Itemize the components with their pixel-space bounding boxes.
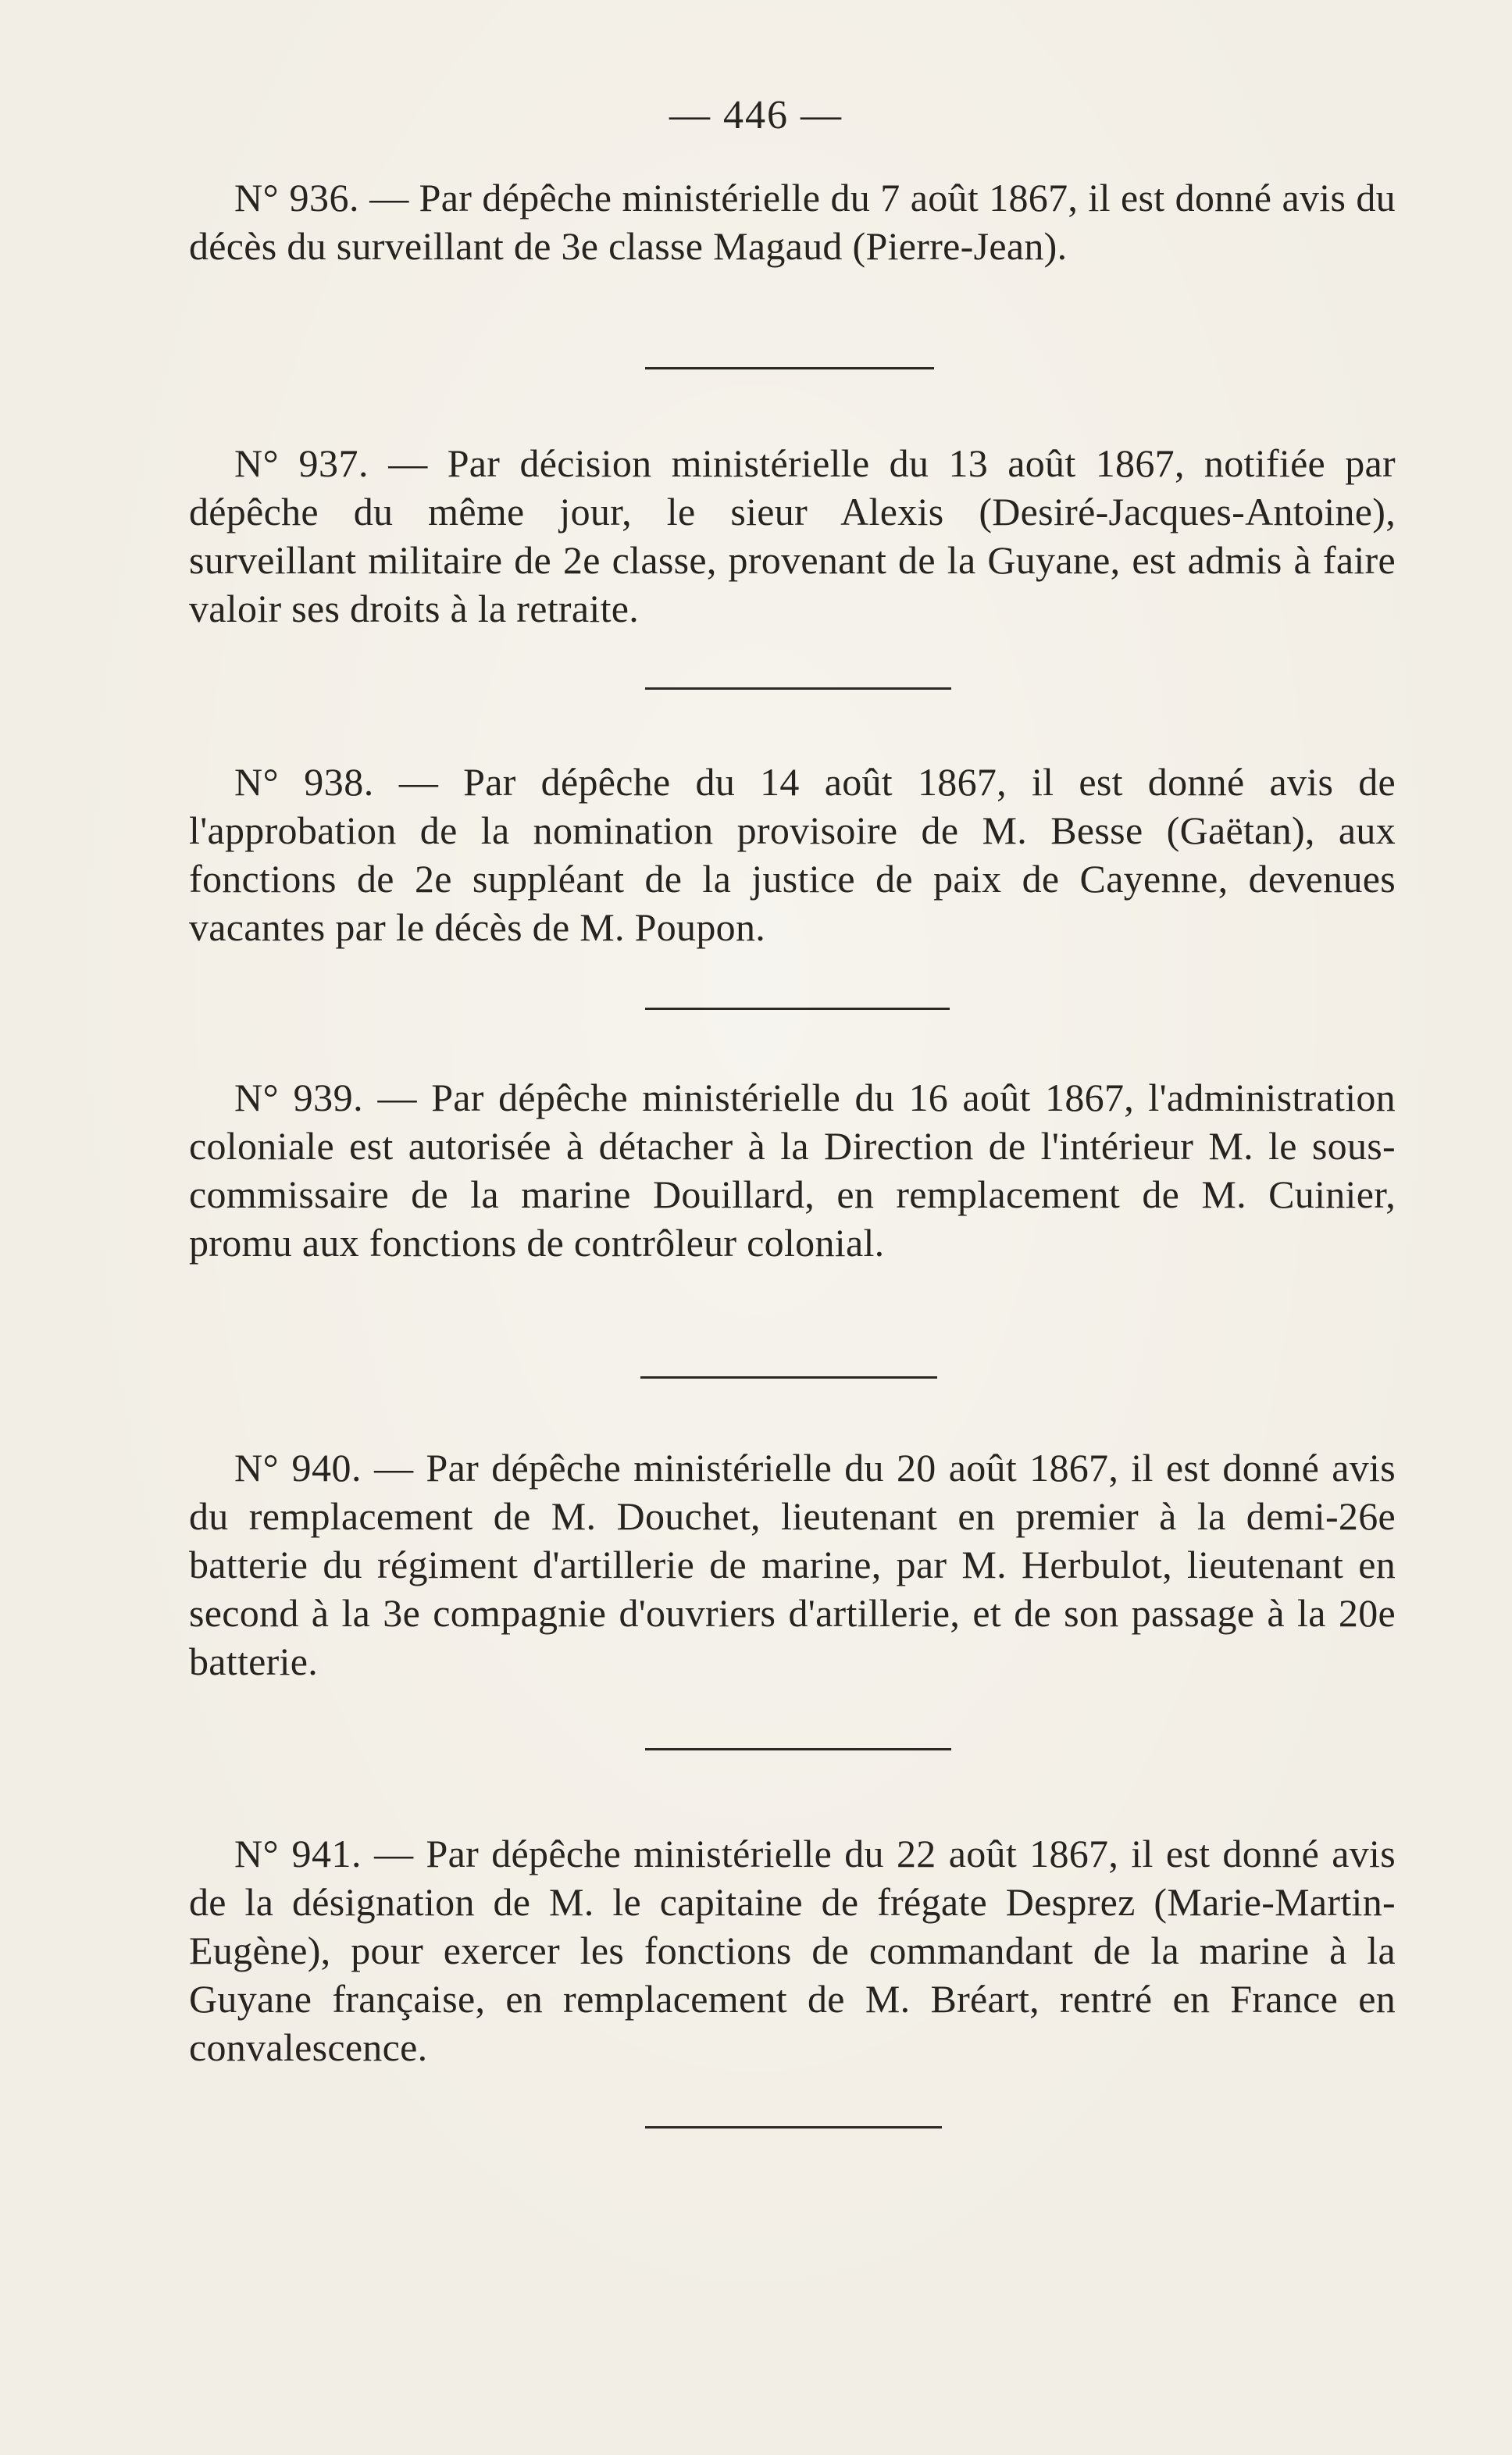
entry-941 — [189, 1829, 1396, 2071]
entry-number: N° 938. — [234, 760, 374, 804]
entry-text: — Par décision ministérielle du 13 août 1867, notifiée par dépêche du même jour, le sieur Alexis (Desiré-Jacques-Antoine), surveillant militaire de 2e classe, provenant de la Guyane, est admis à faire valoir ses droits à la retraite. — [189, 441, 1396, 630]
entry-939 — [189, 1073, 1396, 1267]
entry-number: N° 940. — [234, 1446, 362, 1490]
entry-number: N° 941. — [234, 1832, 362, 1875]
separator-rule — [645, 687, 951, 690]
entry-937 — [189, 439, 1396, 633]
separator-rule — [645, 1008, 950, 1010]
entry-940 — [189, 1443, 1396, 1686]
entry-text: — Par dépêche ministérielle du 22 août 1867, il est donné avis de la désignation de M. le capitaine de frégate Desprez (Marie-Martin-Eugène), pour exercer les fonctions de commandant de la marine à la Guyane française, en remplacement de M. Bréart, rentré en France en convalescence. — [189, 1832, 1396, 2069]
entry-936 — [189, 173, 1396, 270]
separator-rule — [645, 367, 934, 369]
entry-text: — Par dépêche du 14 août 1867, il est donné avis de l'approbation de la nomination provisoire de M. Besse (Gaëtan), aux fonctions de 2e suppléant de la justice de paix de Cayenne, devenues vacantes par le décès de M. Poupon. — [189, 760, 1396, 949]
entry-number: N° 939. — [234, 1076, 364, 1119]
entry-number: N° 937. — [234, 441, 369, 485]
entry-text: — Par dépêche ministérielle du 16 août 1867, l'administration coloniale est autorisée à détacher à la Direction de l'intérieur M. le sous-commissaire de la marine Douillard, en remplacement de M. Cuinier, promu aux fonctions de contrôleur colonial. — [189, 1076, 1396, 1265]
entry-938 — [189, 758, 1396, 951]
separator-rule — [645, 1748, 951, 1750]
separator-rule — [640, 1376, 937, 1379]
entry-text: — Par dépêche ministérielle du 20 août 1867, il est donné avis du remplacement de M. Douchet, lieutenant en premier à la demi-26e batterie du régiment d'artillerie de marine, par M. Herbulot, lieutenant en second à la 3e compagnie d'ouvriers d'artillerie, et de son passage à la 20e batterie. — [189, 1446, 1396, 1683]
entry-number: N° 936. — [234, 176, 359, 219]
entry-text: — Par dépêche ministérielle du 7 août 1867, il est donné avis du décès du surveillant de 3e classe Magaud (Pierre-Jean). — [189, 176, 1396, 268]
page-number: — 446 — — [669, 93, 843, 137]
separator-rule — [645, 2126, 942, 2128]
